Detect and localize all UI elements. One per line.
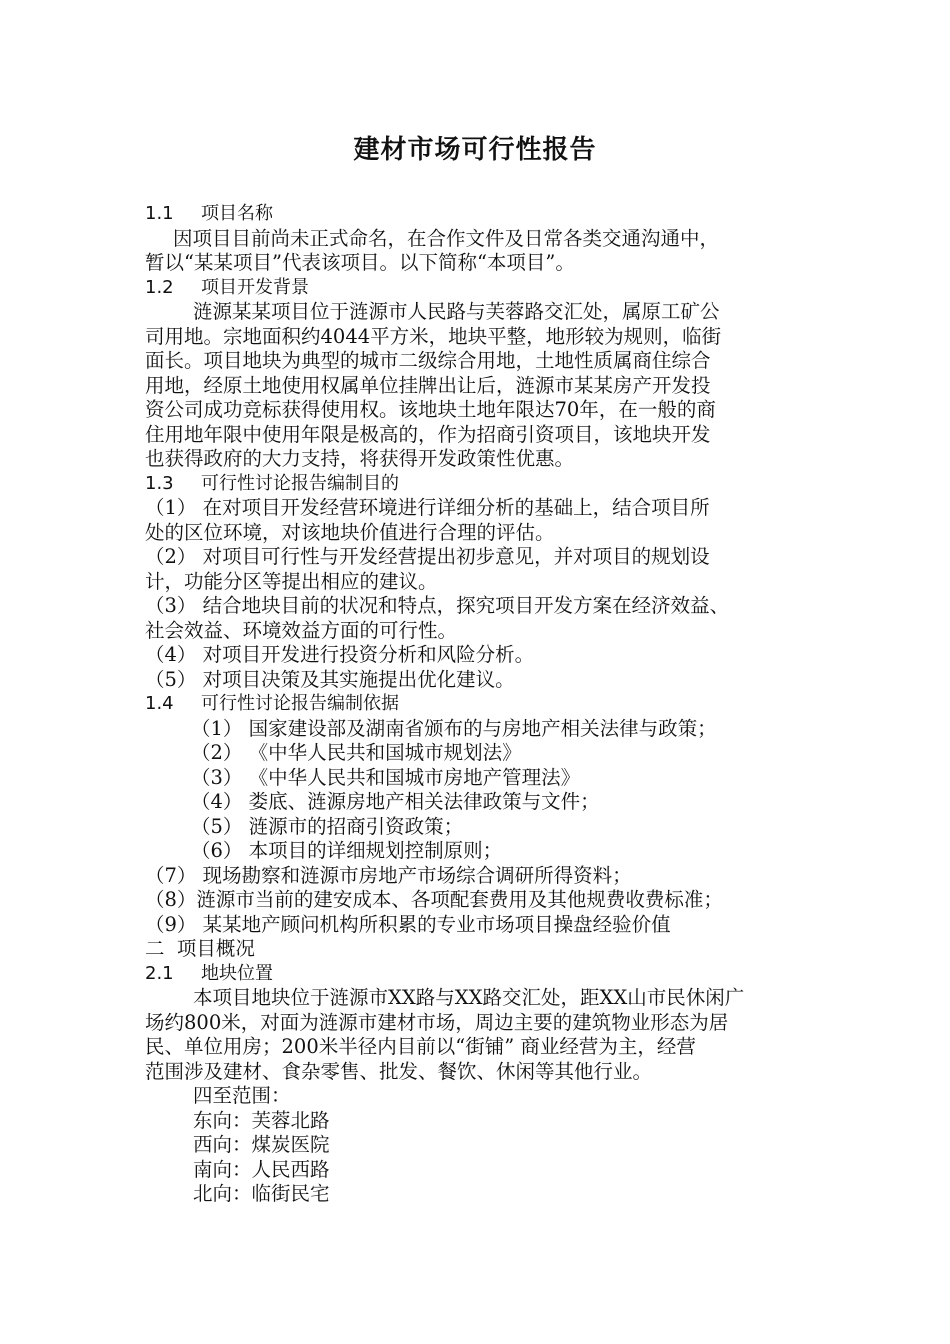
list-item: （8）涟源市当前的建安成本、各项配套费用及其他规费收费标准； bbox=[145, 888, 723, 911]
document-title: 建材市场可行性报告 bbox=[353, 135, 597, 165]
paragraph-line: 面长。项目地块为典型的城市二级综合用地，土地性质属商住综合 bbox=[145, 349, 711, 372]
list-item-continuation: 计，功能分区等提出相应的建议。 bbox=[145, 569, 438, 593]
section-heading-1-3 bbox=[145, 472, 805, 497]
paragraph-line: 范围涉及建材、食杂零售、批发、餐饮、休闲等其他行业。 bbox=[145, 1059, 653, 1083]
section-number: 2.1 bbox=[145, 962, 174, 984]
chapter-heading-2 bbox=[145, 937, 805, 962]
paragraph-line: 用地，经原土地使用权属单位挂牌出让后，涟源市某某房产开发投 bbox=[145, 373, 711, 397]
bounds-south: 南向：人民西路 bbox=[193, 1157, 330, 1181]
list-item-continuation: 处的区位环境，对该地块价值进行合理的评估。 bbox=[145, 520, 555, 544]
section-label: 可行性讨论报告编制依据 bbox=[201, 693, 399, 714]
list-item: （3） 《中华人民共和国城市房地产管理法》 bbox=[191, 765, 581, 789]
section-number: 1.3 bbox=[145, 472, 174, 494]
section-label: 项目名称 bbox=[201, 203, 273, 224]
section-heading-1-1 bbox=[145, 202, 805, 227]
chapter-number: 二 bbox=[145, 937, 165, 960]
paragraph-line: 也获得政府的大力支持，将获得开发政策性优惠。 bbox=[145, 447, 575, 470]
bounds-east: 东向：芙蓉北路 bbox=[193, 1108, 330, 1132]
section-heading-1-2 bbox=[145, 276, 805, 301]
list-item: （9） 某某地产顾问机构所积累的专业市场项目操盘经验价值 bbox=[145, 912, 671, 936]
bounds-west: 西向：煤炭医院 bbox=[193, 1133, 330, 1156]
paragraph-line: 暂以“某某项目”代表该项目。以下简称“本项目”。 bbox=[145, 251, 575, 274]
bounds-heading: 四至范围： bbox=[193, 1084, 291, 1107]
paragraph-line: 资公司成功竞标获得使用权。该地块土地年限达70年，在一般的商 bbox=[145, 398, 716, 421]
list-item: （7） 现场勘察和涟源市房地产市场综合调研所得资料； bbox=[145, 863, 632, 887]
paragraph-line: 本项目地块位于涟源市XX路与XX路交汇处，距XX山市民休闲广 bbox=[193, 986, 745, 1009]
list-item: （4） 对项目开发进行投资分析和风险分析。 bbox=[145, 643, 535, 666]
list-item: （5） 涟源市的招商引资政策； bbox=[191, 814, 464, 838]
list-item-continuation: 社会效益、环境效益方面的可行性。 bbox=[145, 618, 458, 642]
document-page bbox=[145, 130, 805, 1207]
list-item: （4） 娄底、涟源房地产相关法律政策与文件； bbox=[191, 790, 600, 813]
section-label: 地块位置 bbox=[201, 962, 273, 984]
paragraph-line: 民、单位用房；200米半径内目前以“街铺” 商业经营为主，经营 bbox=[145, 1035, 696, 1058]
paragraph-line: 场约800米，对面为涟源市建材市场，周边主要的建筑物业形态为居 bbox=[145, 1010, 729, 1034]
section-number: 1.4 bbox=[145, 693, 174, 714]
list-item: （1） 在对项目开发经营环境进行详细分析的基础上，结合项目所 bbox=[145, 496, 710, 519]
list-item: （5） 对项目决策及其实施提出优化建议。 bbox=[145, 667, 515, 691]
list-item: （2） 《中华人民共和国城市规划法》 bbox=[191, 741, 522, 764]
section-number: 1.2 bbox=[145, 276, 174, 298]
list-item: （6） 本项目的详细规划控制原则； bbox=[191, 839, 503, 862]
list-item: （1） 国家建设部及湖南省颁布的与房地产相关法律与政策； bbox=[191, 716, 717, 740]
paragraph-line: 司用地。宗地面积约4044平方米，地块平整，地形较为规则，临街 bbox=[145, 324, 722, 348]
list-item: （3） 结合地块目前的状况和特点，探究项目开发方案在经济效益、 bbox=[145, 594, 730, 617]
section-number: 1.1 bbox=[145, 203, 174, 224]
section-heading-2-1 bbox=[145, 962, 805, 987]
paragraph-line: 因项目目前尚未正式命名，在合作文件及日常各类交通沟通中， bbox=[173, 226, 720, 250]
section-label: 项目开发背景 bbox=[201, 276, 309, 298]
section-label: 可行性讨论报告编制目的 bbox=[201, 472, 399, 494]
paragraph-line: 住用地年限中使用年限是极高的，作为招商引资项目，该地块开发 bbox=[145, 422, 711, 446]
chapter-label: 项目概况 bbox=[176, 937, 255, 960]
bounds-north: 北向：临街民宅 bbox=[193, 1182, 330, 1205]
section-heading-1-4 bbox=[145, 692, 805, 717]
paragraph-line: 涟源某某项目位于涟源市人民路与芙蓉路交汇处，属原工矿公 bbox=[193, 300, 720, 323]
list-item: （2） 对项目可行性与开发经营提出初步意见，并对项目的规划设 bbox=[145, 545, 710, 568]
